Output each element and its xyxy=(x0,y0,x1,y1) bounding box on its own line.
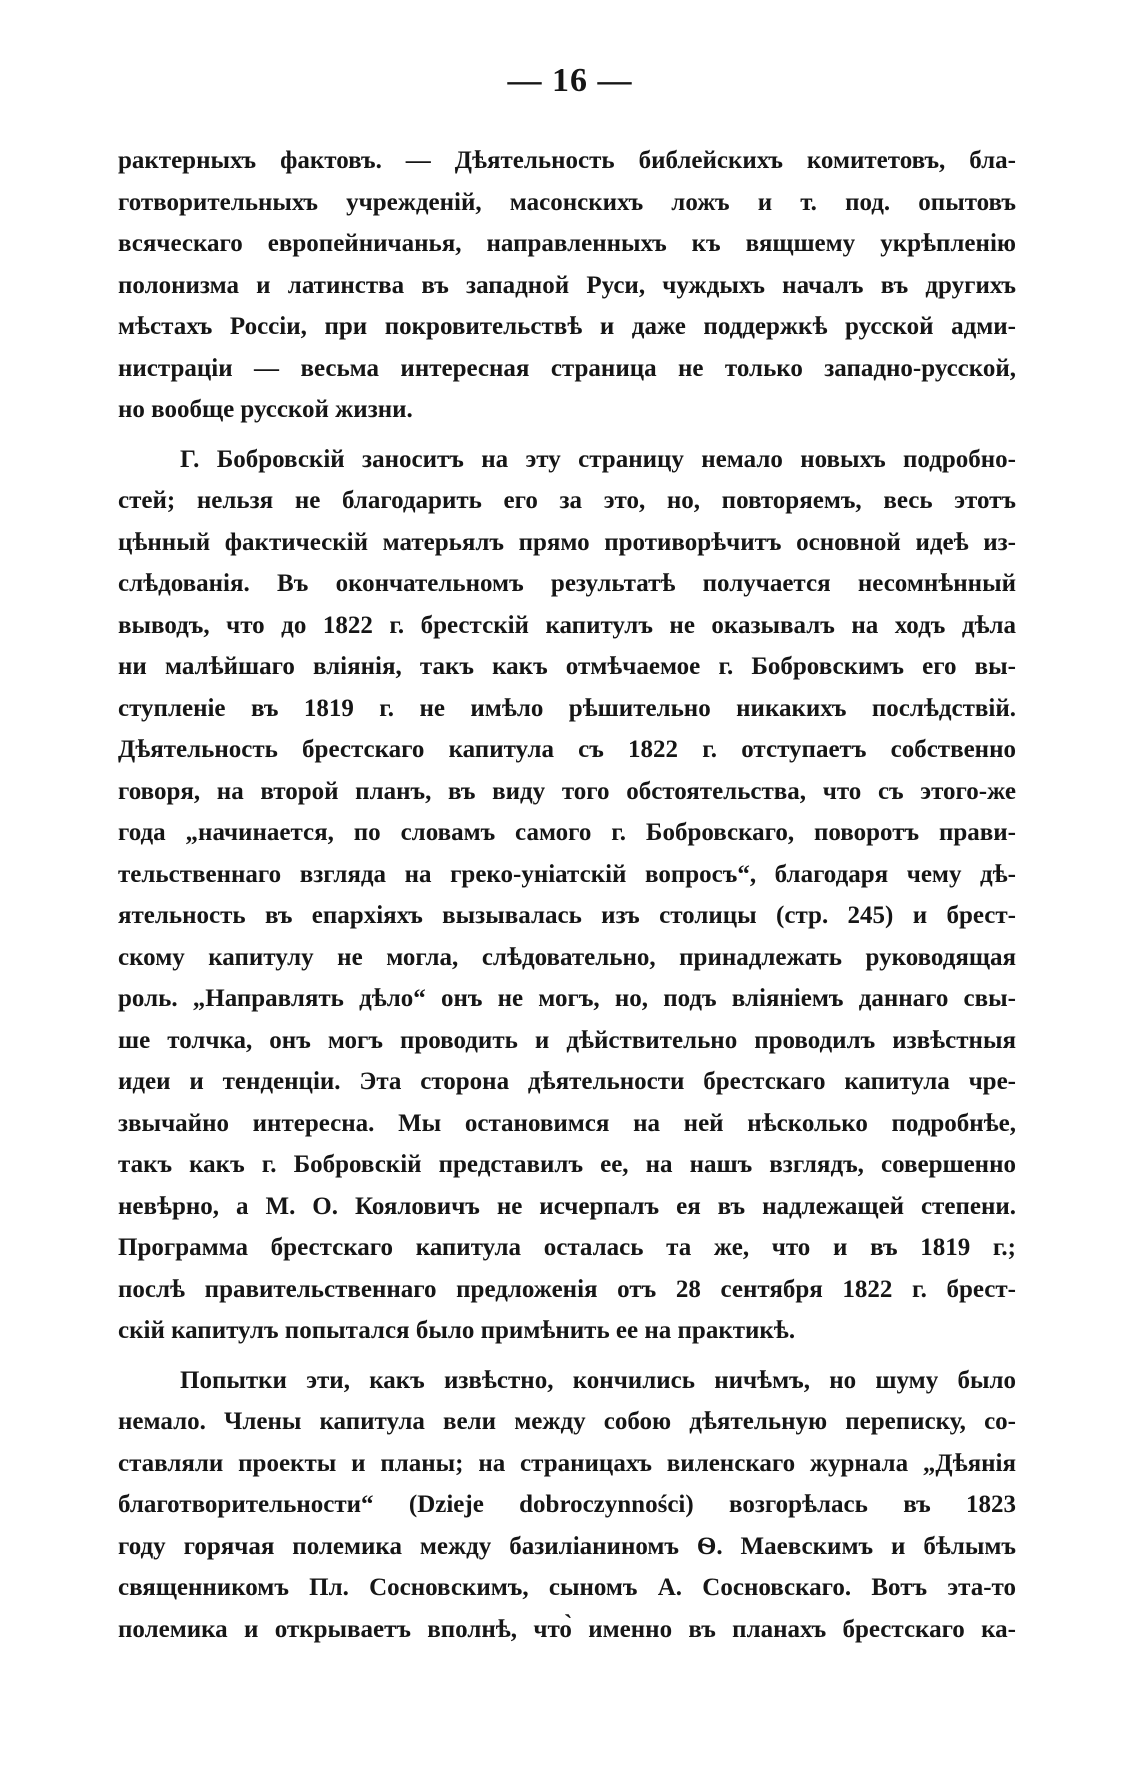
paragraph-gap xyxy=(118,1352,1016,1360)
text-line: года „начинается, по словамъ самого г. Бобровскаго, поворотъ прави- xyxy=(118,819,1016,846)
text-line: цѣнный фактическій матерьялъ прямо противорѣчитъ основной идеѣ из- xyxy=(118,528,1016,556)
paragraph-3 xyxy=(118,1360,1016,1651)
text-line: выводъ, что до 1822 г. брестскій капитулъ не оказывалъ на ходъ дѣла xyxy=(118,611,1016,639)
text-line: всяческаго европейничанья, направленныхъ къ вящшему укрѣпленію xyxy=(118,230,1016,257)
text-line: ставляли проекты и планы; на страницахъ виленскаго журнала „Дѣянія xyxy=(118,1449,1016,1477)
text-line: такъ какъ г. Бобровскій представилъ ее, на нашъ взглядъ, совершенно xyxy=(118,1151,1016,1178)
text-line: полонизма и латинства въ западной Руси, чуждыхъ началъ въ другихъ xyxy=(118,271,1016,299)
paragraph-1 xyxy=(118,140,1016,431)
text-line: рактерныхъ фактовъ. — Дѣятельность библейскихъ комитетовъ, бла- xyxy=(118,147,1016,174)
text-line: мѣстахъ Россіи, при покровительствѣ и даже поддержкѣ русской адми- xyxy=(118,313,1016,340)
text-line: скому капитулу не могла, слѣдовательно, принадлежать руководящая xyxy=(118,943,1016,971)
text-line: Г. Бобровскій заноситъ на эту страницу немало новыхъ подробно- xyxy=(180,445,1016,473)
text-line: идеи и тенденціи. Эта сторона дѣятельности брестскаго капитула чре- xyxy=(118,1068,1016,1095)
text-line: полемика и открываетъ вполнѣ, что̀ именно въ планахъ брестскаго ка- xyxy=(118,1615,1016,1643)
text-line: тельственнаго взгляда на греко-уніатскій вопросъ“, благодаря чему дѣ- xyxy=(118,860,1016,888)
text-line: году горячая полемика между базиліаниномъ Ѳ. Маевскимъ и бѣлымъ xyxy=(118,1532,1016,1560)
text-line: ступленіе въ 1819 г. не имѣло рѣшительно никакихъ послѣдствій. xyxy=(118,694,1016,722)
text-line: Дѣятельность брестскаго капитула съ 1822 г. отступаетъ собственно xyxy=(118,736,1016,763)
page-number: — 16 — xyxy=(507,62,633,99)
text-line: священникомъ Пл. Сосновскимъ, сыномъ А. Сосновскаго. Вотъ эта-то xyxy=(118,1574,1016,1601)
text-line: нистраціи — весьма интересная страница не только западно-русской, xyxy=(118,354,1016,382)
text-line: скій капитулъ попытался было примѣнить ее на практикѣ. xyxy=(118,1317,796,1344)
text-line: слѣдованія. Въ окончательномъ результатѣ получается несомнѣнный xyxy=(118,570,1016,597)
text-line: послѣ правительственнаго предложенія отъ 28 сентября 1822 г. брест- xyxy=(118,1275,1016,1303)
text-line: готворительныхъ учрежденій, масонскихъ ложъ и т. под. опытовъ xyxy=(118,188,1016,216)
text-line: Программа брестскаго капитула осталась та же, что и въ 1819 г.; xyxy=(118,1234,1016,1261)
text-line: немало. Члены капитула вели между собою дѣятельную переписку, со- xyxy=(118,1408,1016,1435)
body-text xyxy=(118,140,1016,1650)
text-line: но вообще русской жизни. xyxy=(118,396,413,423)
text-line: невѣрно, а М. О. Кояловичъ не исчерпалъ ея въ надлежащей степени. xyxy=(118,1192,1016,1220)
text-line: ше толчка, онъ могъ проводить и дѣйствительно проводилъ извѣстныя xyxy=(118,1026,1016,1054)
paragraph-gap xyxy=(118,431,1016,439)
text-line: стей; нельзя не благодарить его за это, но, повторяемъ, весь этотъ xyxy=(118,487,1016,514)
text-line: ни малѣйшаго вліянія, такъ какъ отмѣчаемое г. Бобровскимъ его вы- xyxy=(118,653,1016,680)
text-line: говоря, на второй планъ, въ виду того обстоятельства, что съ этого-же xyxy=(118,777,1016,805)
text-line: благотворительности“ (Dzieje dobroczynności) возгорѣлась въ 1823 xyxy=(118,1491,1016,1518)
text-line: роль. „Направлять дѣло“ онъ не могъ, но, подъ вліяніемъ даннаго свы- xyxy=(118,985,1016,1012)
text-line: звычайно интересна. Мы остановимся на ней нѣсколько подробнѣе, xyxy=(118,1109,1016,1137)
paragraph-2 xyxy=(118,439,1016,1352)
text-line: ятельность въ епархіяхъ вызывалась изъ столицы (стр. 245) и брест- xyxy=(118,902,1016,929)
text-line: Попытки эти, какъ извѣстно, кончились ничѣмъ, но шуму было xyxy=(180,1366,1016,1394)
